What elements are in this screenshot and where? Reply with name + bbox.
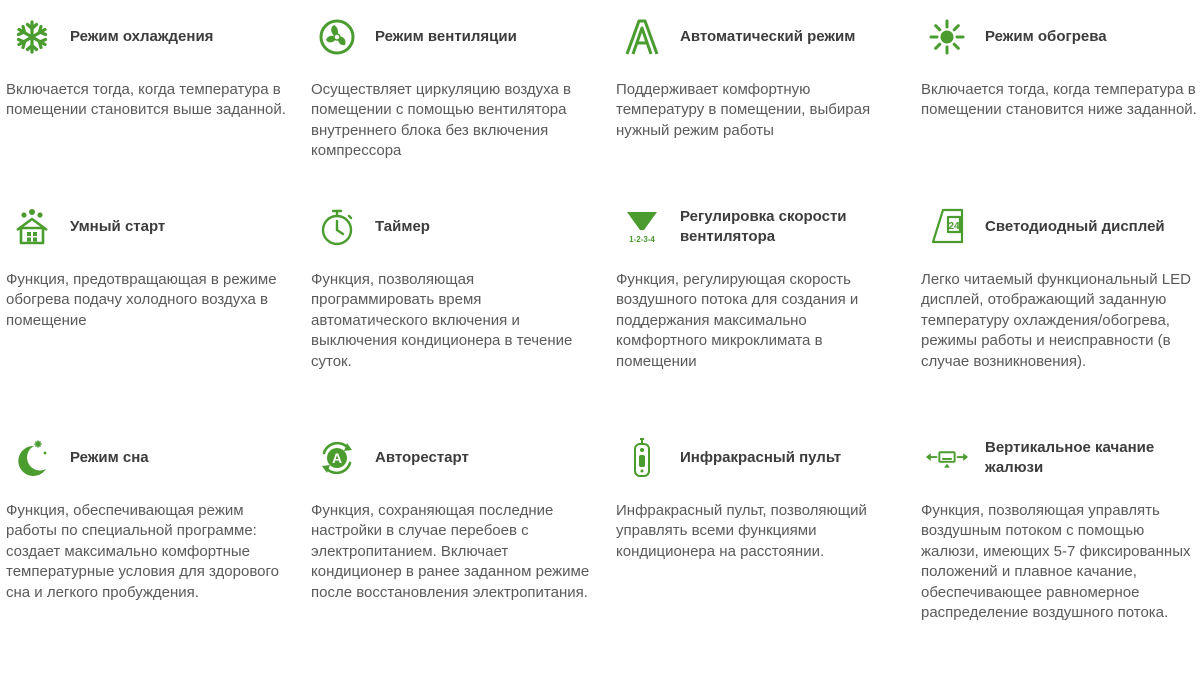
- feature-header: [311, 15, 601, 59]
- feature-header: [6, 436, 296, 480]
- feature-card-heating: [921, 15, 1200, 121]
- sleep-moon-icon: [10, 436, 54, 480]
- feature-title: Регулировка скорости вентилятора: [680, 208, 847, 245]
- feature-header: [311, 205, 601, 249]
- feature-card-timer: [311, 205, 601, 372]
- feature-header: [921, 205, 1200, 249]
- feature-header: [311, 436, 601, 480]
- feature-title: Режим обогрева: [985, 28, 1107, 45]
- feature-description: Функция, обеспечивающая режим работы по специальной программе: создает максимально комфортные температурные условия для здорового сна и легкого пробуждения.: [6, 502, 279, 601]
- feature-card-sleep: [6, 436, 296, 603]
- feature-description: Легко читаемый функциональный LED дисплей, отображающий заданную температуру охлаждения/обогрева, режимы работы и неисправности (в случае возникновения).: [921, 271, 1191, 370]
- fan-icon: [315, 15, 359, 59]
- feature-card-cooling: [6, 15, 296, 121]
- auto-restart-icon: [315, 436, 359, 480]
- feature-header: [921, 436, 1200, 480]
- feature-header: [616, 15, 906, 59]
- feature-title: Режим сна: [70, 449, 149, 466]
- remote-control-icon: [620, 436, 664, 480]
- fan-speed-icon: [620, 205, 664, 249]
- timer-icon: [315, 205, 359, 249]
- feature-title: Режим вентиляции: [375, 28, 517, 45]
- feature-header: [6, 15, 296, 59]
- feature-header: [6, 205, 296, 249]
- feature-description: Функция, сохраняющая последние настройки в случае перебоев с электропитанием. Включает кондиционер в ранее заданном режиме после восстановления электропитания.: [311, 502, 590, 601]
- feature-title: Таймер: [375, 218, 430, 235]
- feature-title: Инфракрасный пульт: [680, 449, 842, 466]
- feature-card-vertical-swing: [921, 436, 1200, 623]
- feature-description: Осуществляет циркуляцию воздуха в помещении с помощью вентилятора внутреннего блока без включения компрессора: [311, 81, 571, 160]
- feature-card-smart-start: [6, 205, 296, 331]
- feature-description: Функция, регулирующая скорость воздушного потока для создания и поддержания максимально комфортного микроклимата в помещении: [616, 271, 859, 370]
- feature-description: Инфракрасный пульт, позволяющий управлять всеми функциями кондиционера на расстоянии.: [616, 502, 867, 560]
- feature-description: Включается тогда, когда температура в помещении становится ниже заданной.: [921, 81, 1197, 119]
- feature-title: Светодиодный дисплей: [985, 218, 1165, 235]
- feature-card-ir-remote: [616, 436, 906, 562]
- feature-title: Вертикальное качание жалюзи: [985, 439, 1155, 476]
- feature-title: Умный старт: [70, 218, 166, 235]
- svg-text:A: A: [331, 450, 343, 466]
- feature-card-auto-mode: [616, 15, 906, 141]
- svg-text:24: 24: [948, 221, 960, 232]
- sun-icon: [925, 15, 969, 59]
- feature-header: [616, 436, 906, 480]
- feature-card-ventilation: [311, 15, 601, 162]
- feature-header: [921, 15, 1200, 59]
- feature-description: Функция, позволяющая программировать время автоматического включения и выключения кондиционера в течение суток.: [311, 271, 573, 370]
- auto-mode-icon: [620, 15, 664, 59]
- feature-description: Включается тогда, когда температура в помещении становится выше заданной.: [6, 81, 286, 119]
- feature-description: Функция, позволяющая управлять воздушным потоком с помощью жалюзи, имеющих 5-7 фиксированных положений и плавное качание, обеспечивающее равномерное распределение воздушного потока.: [921, 502, 1191, 622]
- svg-text:1-2-3-4: 1-2-3-4: [629, 235, 655, 244]
- smart-start-icon: [10, 205, 54, 249]
- feature-description: Поддерживает комфортную температуру в помещении, выбирая нужный режим работы: [616, 81, 871, 139]
- snowflake-icon: [10, 15, 54, 59]
- feature-title: Авторестарт: [375, 449, 469, 466]
- feature-card-fan-speed: [616, 205, 906, 372]
- feature-card-auto-restart: [311, 436, 601, 603]
- led-display-icon: [925, 205, 969, 249]
- vertical-swing-icon: [925, 436, 969, 480]
- feature-description: Функция, предотвращающая в режиме обогрева подачу холодного воздуха в помещение: [6, 271, 277, 329]
- feature-header: [616, 205, 906, 249]
- feature-title: Автоматический режим: [680, 28, 856, 45]
- feature-card-led-display: [921, 205, 1200, 372]
- feature-title: Режим охлаждения: [70, 28, 214, 45]
